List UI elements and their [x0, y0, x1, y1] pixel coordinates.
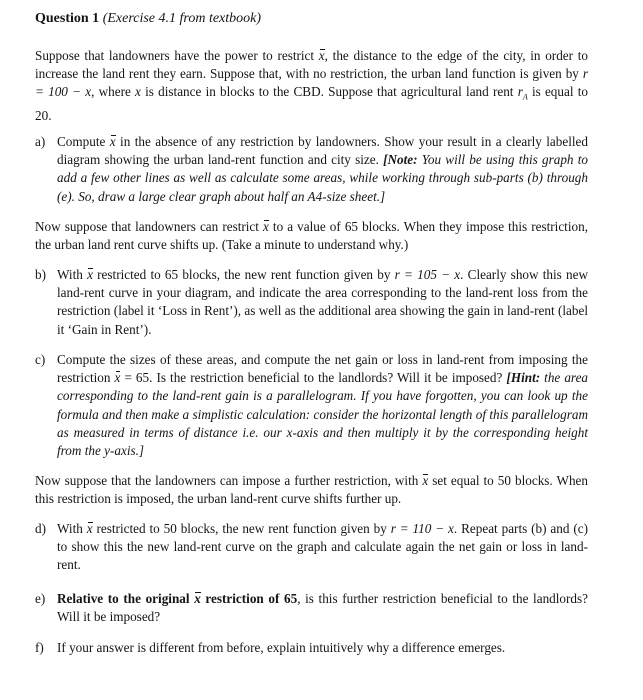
part-d-label: d) [35, 521, 46, 536]
question-subtitle: (Exercise 4.1 from textbook) [102, 11, 262, 26]
urban-rent-equation: r = 100 − x [35, 66, 588, 100]
part-a-label: a) [35, 134, 46, 149]
rent-equation-110: r = 110 − x [390, 521, 454, 536]
x-bar-symbol: x [422, 472, 428, 490]
hint-text: the area corresponding to the land-rent gain is a parallelogram. If you have forgotten, you can look up the formula and then make a simplistic calculation: consider the horizontal length of this parallelogram as measured in terms of distance i.e. our x-axis and then multiply it by the corresponding height from the y-axis.] [57, 370, 589, 459]
x-bar-symbol: x [194, 590, 201, 608]
x-bar-symbol: x [115, 369, 121, 387]
x-bar-symbol: x [87, 520, 93, 538]
question-heading [35, 11, 261, 27]
intro-paragraph: Suppose that landowners have the power to restrict x, the distance to the edge of the city, in order to increase the land rent they earn. Suppose that, with no restriction, the urban land function is given by r = 100 − x, where x is distance in blocks to the CBD. Suppose that agricultural land rent $r_A$ is equal to 20. [35, 48, 589, 124]
part-a-text: Compute x in the absence of any restriction by landowners. Show your result in a clearly labelled diagram showing the urban land-rent function and city size. [Note: You will be using this graph to add a few other lines as well as calculate some areas, while working through sub-parts (b) through (e). So, draw a large clear graph about half an A4-size sheet.] [57, 134, 589, 204]
part-e-text: Relative to the original x restriction of 65, is this further restriction beneficial to the landlords? Will it be imposed? [57, 591, 588, 625]
x-bar-symbol: x [263, 218, 269, 236]
part-c-label: c) [35, 352, 46, 367]
part-b-text: With x restricted to 65 blocks, the new rent function given by r = 105 − x. Clearly show this new land-rent curve in your diagram, and indicate the area corresponding to the land-rent loss from the restriction (label it ‘Loss in Rent’), as well as the additional area showing the gain in land-rent (label it ‘Gain in Rent’). [57, 267, 588, 337]
rent-equation-105: r = 105 − x [394, 267, 461, 282]
x-bar-symbol: x [319, 47, 325, 65]
transition-paragraph-1: Now suppose that landowners can restrict x to a value of 65 blocks. When they impose this restriction, the urban land rent curve shifts up. (Take a minute to understand why.) [35, 219, 588, 253]
agricultural-rent-symbol: $r_A$ [517, 84, 528, 103]
part-b-label: b) [35, 267, 46, 282]
note-label: [Note: [383, 152, 418, 168]
part-e-label: e) [35, 591, 46, 606]
note-text: You will be using this graph to add a few other lines as well as calculate some areas, while working through sub-parts (b) through (e). So, draw a large clear graph about half an A4-size sheet.] [57, 152, 588, 204]
part-d-text: With x restricted to 50 blocks, the new rent function given by r = 110 − x. Repeat parts (b) and (c) to show this the new land-rent curve on the graph and calculate again the net gain or loss in land-rent. [57, 521, 588, 573]
question-title: Question 1 [35, 11, 100, 26]
x-bar-symbol: x [87, 266, 93, 284]
part-f-text: If your answer is different from before, explain intuitively why a difference emerges. [57, 640, 506, 655]
transition-paragraph-2: Now suppose that the landowners can impose a further restriction, with x set equal to 50 blocks. When this restriction is imposed, the urban land-rent curve shifts further up. [35, 473, 588, 507]
x-bar-symbol: x [110, 133, 116, 151]
part-c-text: Compute the sizes of these areas, and compute the net gain or loss in land-rent from imposing the restriction x = 65. Is the restriction beneficial to the landlords? Will it be imposed? [Hint: the area corresponding to the land-rent gain is a parallelogram. If you have forgotten, you can look up the formula and then make a simplistic calculation: consider the horizontal length of this parallelogram as measured in terms of distance i.e. our x-axis and then multiply it by the corresponding height from the y-axis.] [57, 352, 589, 459]
part-f-label: f) [35, 640, 44, 655]
hint-label: [Hint: [506, 370, 541, 386]
